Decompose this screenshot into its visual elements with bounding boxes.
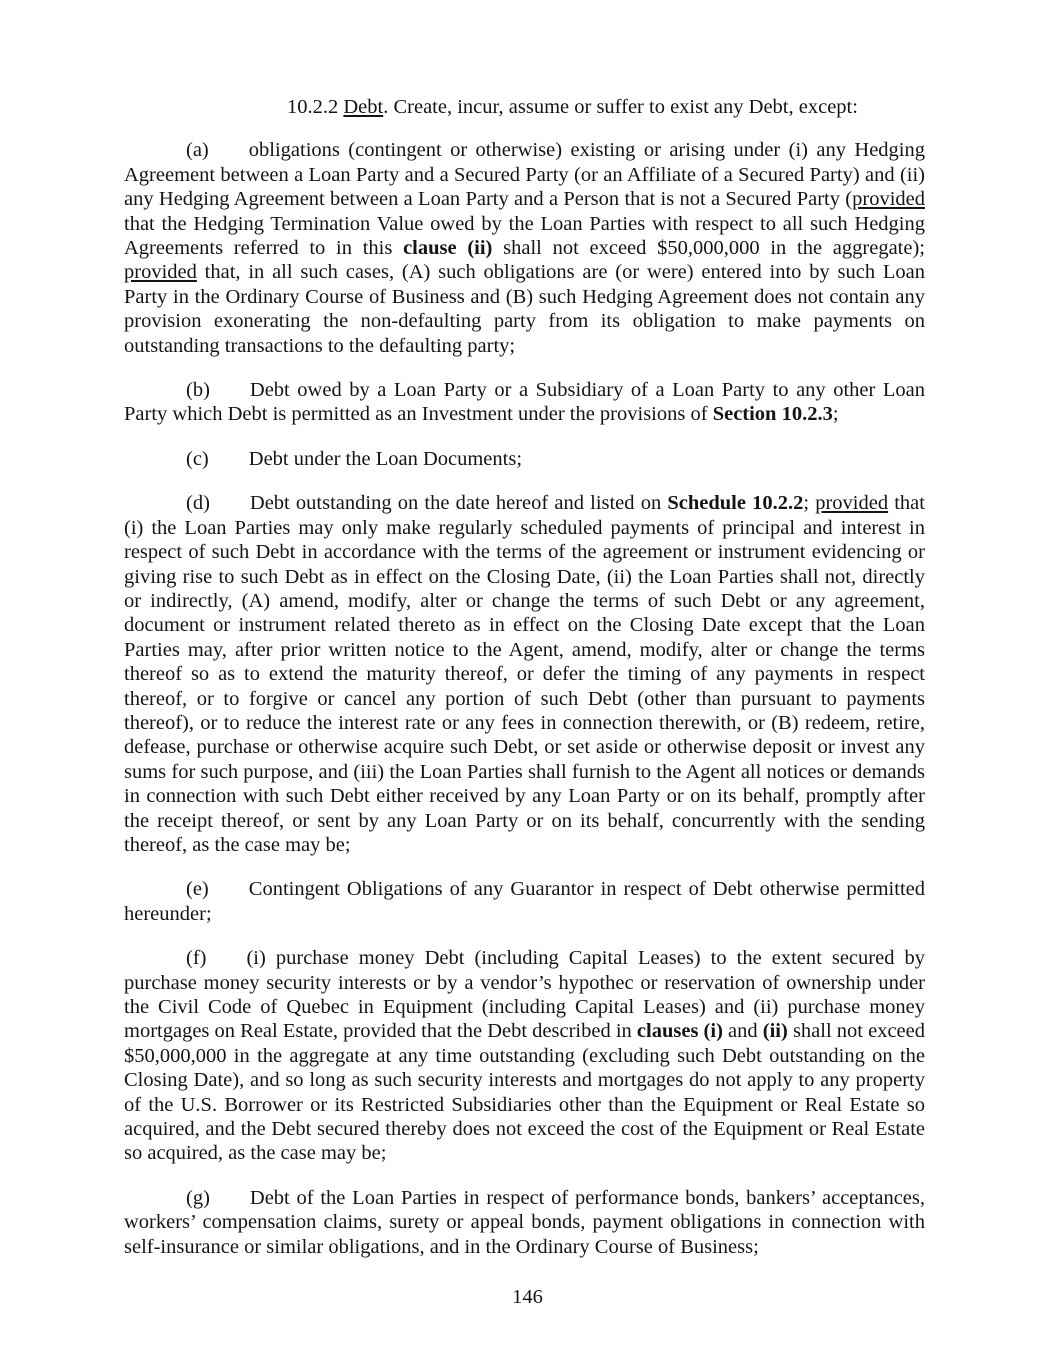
text-run: (f) [186,947,207,970]
text-run: Schedule 10.2.2 [667,492,804,515]
text-run: Debt [343,96,384,118]
document-body [124,95,925,1259]
text-run: (e) [186,878,209,901]
text-run: provided [815,492,889,515]
page-number: 146 [512,1285,543,1308]
text-run: Debt under the Loan Documents; [248,447,523,470]
paragraph-a [124,138,925,358]
text-run: ; [803,492,816,515]
text-run: shall not exceed $50,000,000 in the aggregate); [492,237,925,260]
text-run: that (i) the Loan Parties may only make regularly scheduled payments of principal and interest in respect of such Debt in accordance with the terms of the agreement or instrument evidencing or giving rise to such Debt as in effect on the Closing Date, (ii) the Loan Parties shall not, directly or indirectly, (A) amend, modify, alter or change the terms of such Debt or any agreement, document or instrument related thereto as in effect on the Closing Date except that the Loan Parties may, after prior written notice to the Agent, amend, modify, alter or change the terms thereof so as to extend the maturity thereof, or defer the timing of any payments in respect thereof, or to forgive or cancel any portion of such Debt (other than pursuant to payments thereof), or to reduce the interest rate or any fees in connection therewith, or (B) redeem, retire, defease, purchase or otherwise acquire such Debt, or set aside or otherwise deposit or invest any sums for such purpose, and (iii) the Loan Parties shall furnish to the Agent all notices or demands in connection with such Debt either received by any Loan Party or on its behalf, promptly after the receipt thereof, or sent by any Loan Party or on its behalf, concurrently with the sending thereof, as the case may be; [124,492,925,856]
paragraph-c [124,447,925,471]
text-run: (a) [186,139,209,162]
text-run: (i) purchase money Debt (including Capital Leases) to the extent secured by purchase money security interests or by a vendor’s hypothec or reservation of ownership under the Civil Code of Quebec in Equipment (including Capital Leases) and (ii) purchase money mortgages on Real Estate, provided that the Debt described in [124,947,925,1043]
paragraph-g [124,1186,925,1259]
paragraph-d [124,491,925,857]
paragraph-e [124,877,925,926]
text-run: Debt owed by a Loan Party or a Subsidiary of a Loan Party to any other Loan Party which Debt is permitted as an Investment under the provisions of [124,379,925,426]
text-run: provided [124,261,197,284]
text-run: Debt outstanding on the date hereof and listed on [249,492,668,515]
paragraph-b [124,378,925,427]
text-run: and [722,1020,763,1043]
text-run: (g) [186,1186,210,1209]
text-run: obligations (contingent or otherwise) existing or arising under (i) any Hedging Agreement between a Loan Party and a Secured Party (or an Affiliate of a Secured Party) and (ii) any Hedging Agreement between a Loan Party and a Person that is not a Secured Party ( [124,139,925,211]
text-run: (b) [186,379,210,402]
text-run: ; [832,403,839,426]
text-run: (ii) [762,1020,788,1043]
text-run: shall not exceed $50,000,000 in the aggregate at any time outstanding (excluding such Debt outstanding on the Closing Date), and so long as such security interests and mortgages do not apply to any property of the U.S. Borrower or its Restricted Subsidiaries other than the Equipment or Real Estate so acquired, and the Debt secured thereby does not exceed the cost of the Equipment or Real Estate so acquired, as the case may be; [124,1020,925,1165]
text-run: provided [852,188,925,211]
text-run: Debt of the Loan Parties in respect of performance bonds, bankers’ acceptances, workers’ compensation claims, surety or appeal bonds, payment obligations in connection with self-insurance or similar obligations, and in the Ordinary Course of Business; [124,1186,925,1258]
text-run: (d) [186,492,210,515]
text-run: that the Hedging Termination Value owed by the Loan Parties with respect to all such Hedging Agreements referred to in this [124,212,925,260]
paragraph-f [124,946,925,1166]
text-run: Contingent Obligations of any Guarantor in respect of Debt otherwise permitted hereunder; [124,878,925,925]
text-run: (c) [186,447,209,470]
section-heading-10-2-2 [124,95,925,119]
text-run: clauses (i) [636,1020,723,1043]
text-run: clause (ii) [403,237,493,260]
text-run: Section 10.2.3 [712,403,833,426]
text-run: that, in all such cases, (A) such obligations are (or were) entered into by such Loan Party in the Ordinary Course of Business and (B) such Hedging Agreement does not contain any provision exonerating the non-defaulting party from its obligation to make payments on outstanding transactions to the defaulting party; [124,261,925,357]
text-run: 10.2.2 [287,96,344,118]
text-run: . Create, incur, assume or suffer to exist any Debt, except: [383,96,858,118]
